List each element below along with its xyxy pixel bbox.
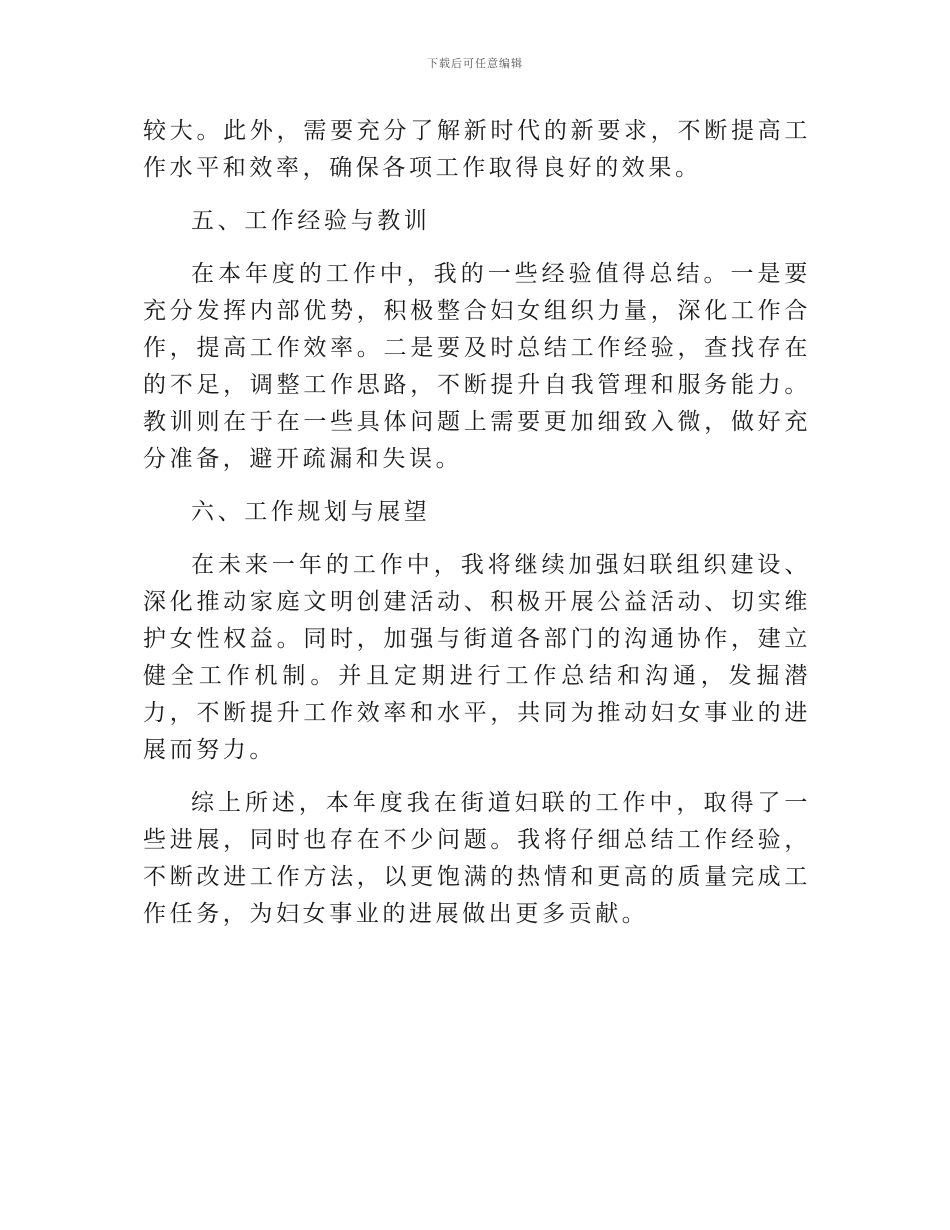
paragraph-experience: 在本年度的工作中，我的一些经验值得总结。一是要充分发挥内部优势，积极整合妇女组织力量，深化工作合作，提高工作效率。二是要及时总结工作经验，查找存在的不足，调整工作思路，不断提升自我管理和服务能力。教训则在于在一些具体问题上需要更加细致入微，做好充分准备，避开疏漏和失误。: [143, 261, 811, 472]
page-header: 下载后可任意编辑: [427, 57, 523, 70]
section-heading-6: 六、工作规划与展望: [191, 499, 431, 525]
paragraph-plan: 在未来一年的工作中，我将继续加强妇联组织建设、深化推动家庭文明创建活动、积极开展公益活动、切实维护女性权益。同时，加强与街道各部门的沟通协作，建立健全工作机制。并且定期进行工作总结和沟通，发掘潜力，不断提升工作效率和水平，共同为推动妇女事业的进展而努力。: [143, 552, 811, 763]
paragraph-continuation: 较大。此外，需要充分了解新时代的新要求，不断提高工作水平和效率，确保各项工作取得良好的效果。: [143, 118, 811, 181]
document-body: [143, 113, 811, 933]
section-heading-5: 五、工作经验与教训: [191, 208, 431, 234]
paragraph-summary: 综上所述，本年度我在街道妇联的工作中，取得了一些进展，同时也存在不少问题。我将仔细总结工作经验，不断改进工作方法，以更饱满的热情和更高的质量完成工作任务，为妇女事业的进展做出更多贡献。: [143, 790, 811, 927]
